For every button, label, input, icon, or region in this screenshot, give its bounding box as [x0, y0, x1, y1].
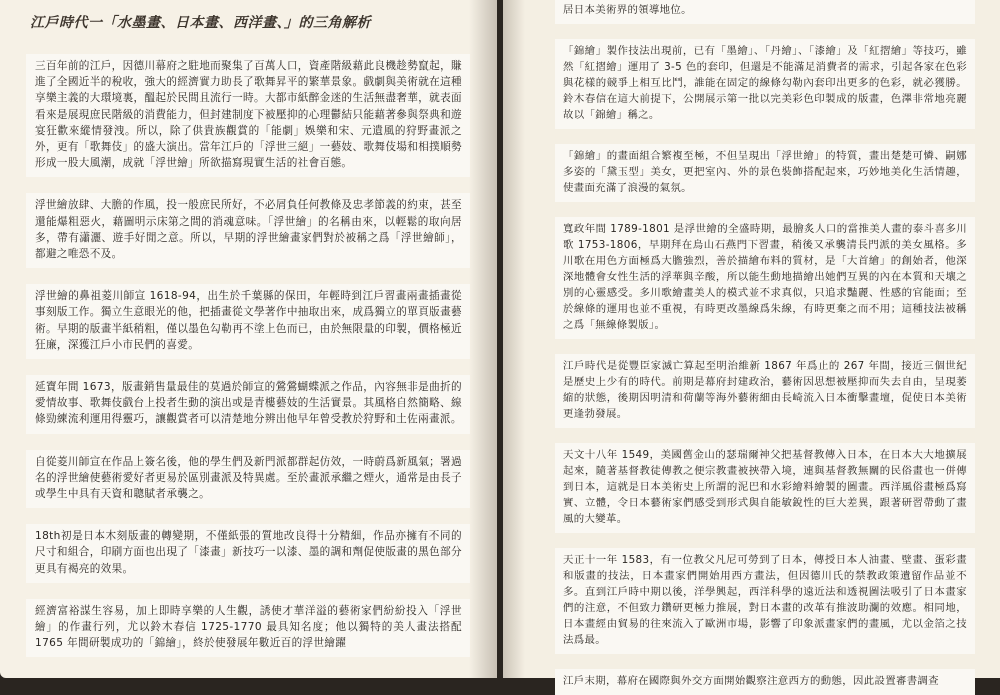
right-page-content: [555, 0, 975, 687]
paragraph-right-8: 江戶末期，幕府在國際與外交方面開始觀察注意西方的動態，因此設置審書調查: [555, 669, 975, 695]
paragraph-left-7: 經濟富裕謀生容易，加上即時享樂的人生觀，誘使才華洋溢的藝術家們紛紛投入「浮世繪」的作畫行列，尤以鈴木春信 1725-1770 最具知名度；他以獨特的美人畫法搭配 1765 年間研製成功的「錦繪」，終於使發展年數近百的浮世繪躍: [26, 599, 470, 658]
paragraph-right-4: 寬政年間 1789-1801 是浮世繪的全盛時期，最膾炙人口的當推美人畫的泰斗喜多川歌 1753-1806，早期拜在烏山石燕門下習畫，稍後又承襲清長門派的美女風格。多川歌在用色方面極爲大膽強烈，善於描繪布料的質材，是「大首繪」的創始者，他深深地體會女性生活的浮華與辛酸，所以能生動地描繪出她們互異的內在本質和天壤之別的心靈感受。多川歌繪畫美人的模式並不求真似，只追求豔麗、性感的官能面；至於線條的運用也並不重視，有時更改墨線爲朱線，有時更棄之而不用；這種技法被稱之爲「無線條製版」。: [555, 217, 975, 339]
paragraph-left-2: 浮世繪放肆、大膽的作風，投一般庶民所好，不必屑負任何教條及忠孝節義的約束，甚至還能爆粗惡火，藉圖明示床第之間的消魂意味。「浮世繪」的名稱由來，以輕鬆的取向居多，帶有瀟灑、遊手好閒之意。所以，早期的浮世繪畫家們對於被稱之爲「浮世繪師」，都避之唯恐不及。: [26, 193, 470, 268]
paragraph-left-4: 延寶年間 1673，版畫銷售量最佳的莫過於師宣的鶯鶯蝴蝶派之作品，內容無非是曲折的愛情故事、歌舞伎戲台上投者生動的演出或是青樓藝妓的生活實景。其風格自然簡略、線條勁練流利運用得靈巧，讓觀賞者可以清楚地分辨出他早年曾受教於狩野和土佐兩畫派。: [26, 375, 470, 434]
right-gutter-shadow: [503, 0, 525, 678]
left-page-content: [26, 8, 470, 676]
paragraph-right-3: 「錦繪」的畫面組合繁複至極，不但呈現出「浮世繪」的特質，畫出楚楚可憐、嗣娜多姿的「黛玉型」美女，更把室內、外的景色裝飾搭配起來，巧妙地美化生活情趣，使畫面充滿了浪漫的氣氛。: [555, 144, 975, 202]
left-page: [0, 0, 497, 678]
paragraph-left-6: 18th初是日本木刻版畫的轉變期，不僅紙張的質地改良得十分精細，作品亦擁有不同的尺寸和組合，印刷方面也出現了「漆畫」新技巧一以漆、墨的調和劑促使版畫的黑色部分更具有褐亮的效果。: [26, 524, 470, 583]
paragraph-right-5: 江戶時代是從豐臣家滅亡算起至明治維新 1867 年爲止的 267 年間，接近三個世紀是歷史上少有的時代。前期是幕府封建政治，藝術因思想被壓抑而失去自由，呈現萎縮的狀態，後期因明清和荷蘭等海外藝術細由長崎流入日本衝擊畫壇，促使日本美術更逢勃發展。: [555, 354, 975, 428]
article-title: 江戶時代一「水墨畫、日本畫、西洋畫、」的三角解析: [30, 15, 371, 31]
paragraph-right-6: 天文十八年 1549，美國舊金山的瑟瑞爾神父把基督教傳入日本，在日本大大地擴展起來，隨著基督教徒傳教之便宗教畫被挾帶入境，連與基督教無關的民俗畫也一併傳到日本，這就是日本美術史上所謂的泥巴和水彩繪料繪製的圖畫。西洋風俗畫極爲寫實、立體，令日本藝術家們感受到形式與自能敏銳性的巨大差異，跟著研習帶動了畫風的大變革。: [555, 443, 975, 533]
paragraph-left-5: 自從菱川師宣在作品上簽名後，他的學生們及新門派都群起仿效，一時蔚爲新風氣；署過名的浮世繪使藝術愛好者更易於區別畫派及特異處。至於畫派承繼之煙火，通常是由長子或學生中具有天資和聰賦者承襲之。: [26, 450, 470, 509]
paragraph-left-3: 浮世繪的鼻祖菱川師宣 1618-94，出生於千葉縣的保田，年輕時到江戶習畫兩畫插畫從事刻版工作。獨立生意眼光的他，把插畫從文學著作中抽取出來，成爲獨立的單頁版畫藝術。早期的版畫半紙稍粗，僅以墨色勾勒再不塗上色而已，由於無限量的印製，價格極近狂廉，深獲江戶小市民們的喜愛。: [26, 284, 470, 359]
paragraph-left-1: 三百年前的江戶，因德川幕府之駐地而聚集了百萬人口，資產階級藉此良機趁勢竄起，賺進了全國近半的稅收，強大的經濟實力助長了歌舞昇平的繁華景象。戲劇與美術就在這種享樂主義的大環境裏，醞起於民間且流行一時。大都市紙醉金迷的生活無盡奢華，就表面看來是展現庶民階級的消費能力，但封建制度下被壓抑的心理鬱結只能藉著參與祭典和遊宴狂歡來縱情發洩。所以，除了供貴族觀賞的「能劇」娛樂和宋、元遺風的狩野畫派之外，更有「歌舞伎」的盛大演出。當年江戶的「浮世三絕」一藝妓、歌舞伎場和相撲順勢形成一股大風潮，成就「浮世繪」所欲描寫現實生活的社會百態。: [26, 54, 470, 177]
paragraph-right-7: 天正十一年 1583，有一位教父凡尼可勞到了日本，傳授日本人油畫、壁畫、蛋彩畫和版畫的技法，日本畫家們開始用西方畫法，但因德川氏的禁教政策遺留作品並不多。直到江戶時中期以後，洋學興起，西洋科學的遠近法和透視圖法吸引了日本畫家們的注意，不但致力鑽研更極力推展，對日本畫的改革有推波助瀾的效應。相同地，日本畫經由貿易的往來流入了歐洲市場，影響了印象派畫家們的畫風，尤以金箔之技法爲最。: [555, 548, 975, 654]
paragraph-right-2: 「錦繪」製作技法出現前，已有「墨繪」、「丹繪」、「漆繪」及「紅摺繪」等技巧，雖然「紅摺繪」運用了 3-5 色的套印，但還是不能滿足消費者的需求，引起各家在色彩與花樣的競爭上相互比鬥，誰能在固定的線條勾勒內套印出更多的色彩，就必獲勝。鈴木春信在這大前提下，公開展示第一批以完美彩色印製成的版畫，色澤非常地亮麗故以「錦繪」稱之。: [555, 39, 975, 129]
paragraph-right-1: 居日本美術界的領導地位。: [555, 0, 975, 24]
right-page: [503, 0, 1000, 687]
left-gutter-shadow: [469, 0, 497, 678]
